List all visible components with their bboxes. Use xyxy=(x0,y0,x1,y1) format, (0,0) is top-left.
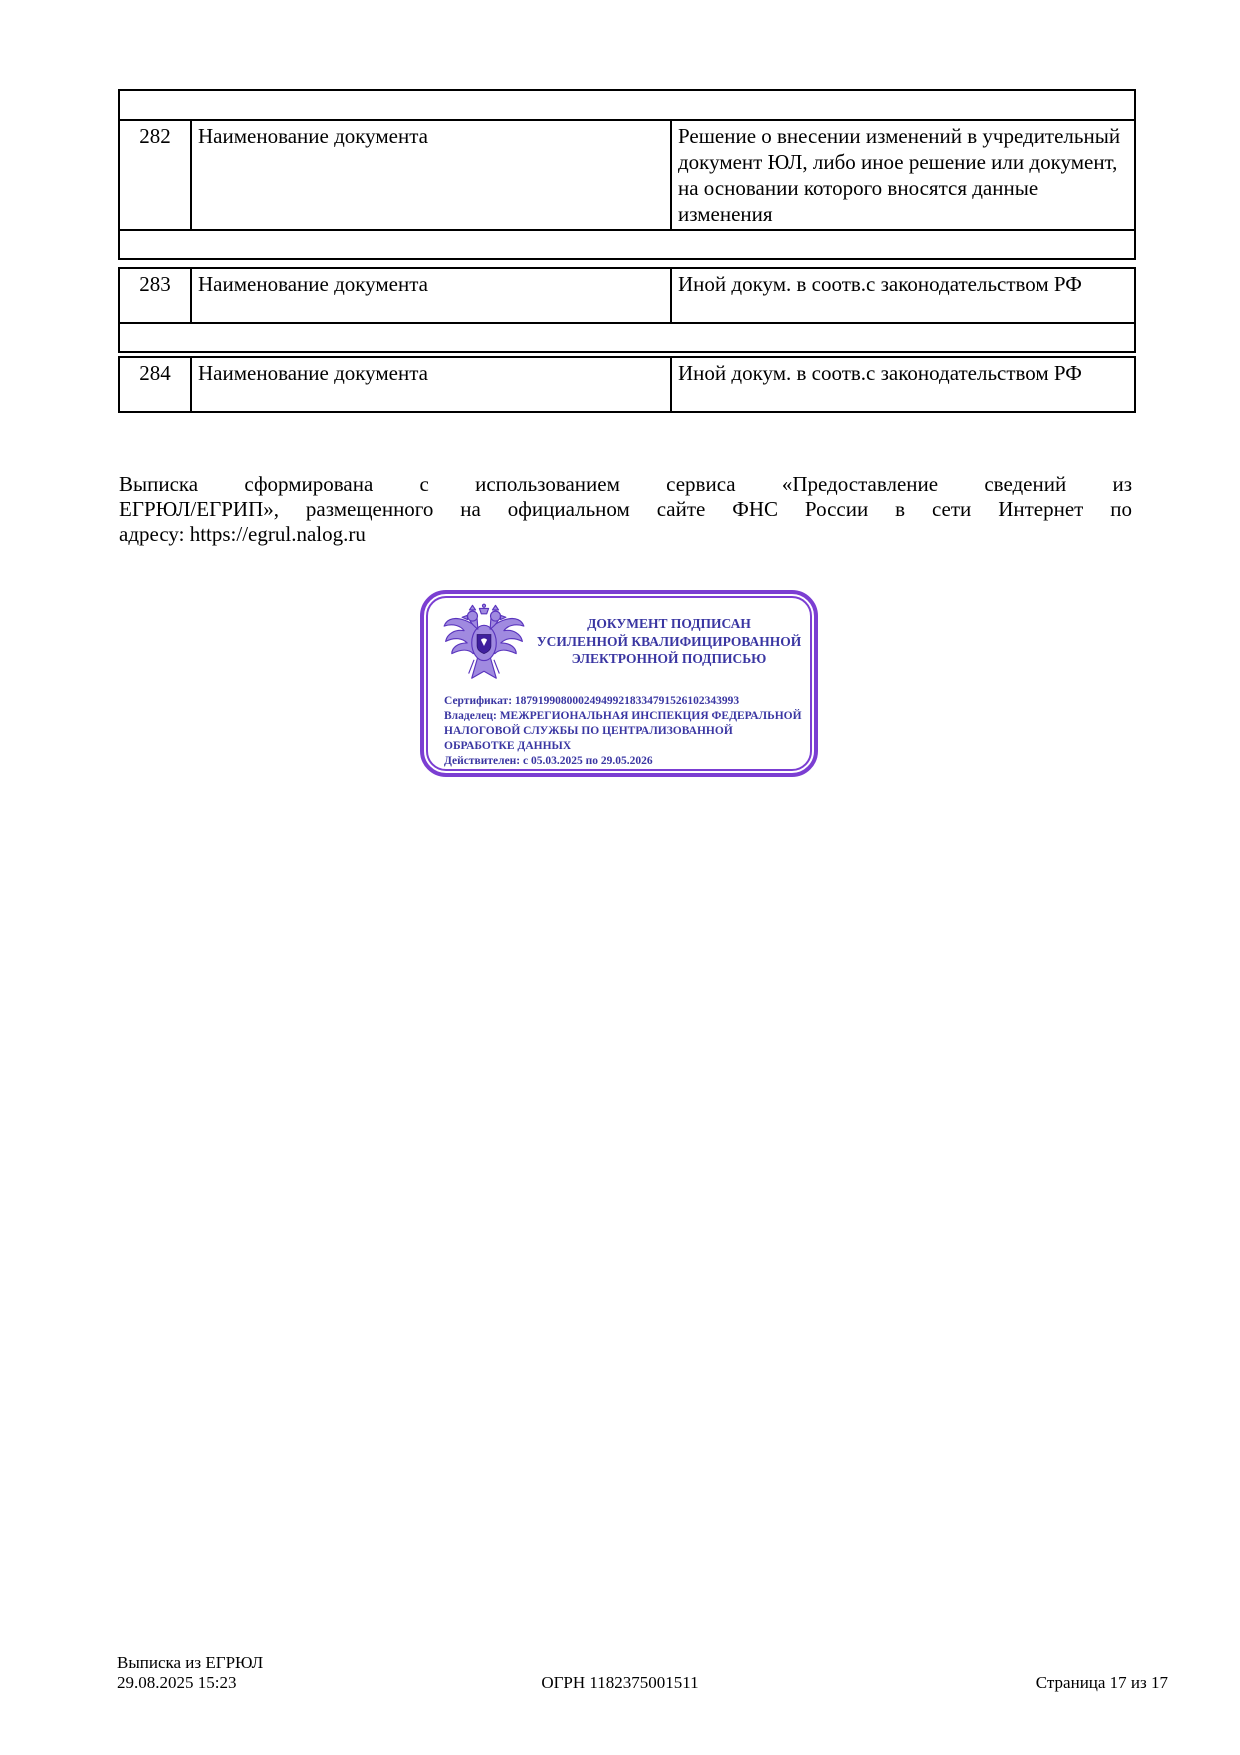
table-row-empty xyxy=(119,323,1135,352)
table-section-284 xyxy=(118,356,1136,413)
row-number: 284 xyxy=(119,357,191,412)
row-field-value: Иной докум. в соотв.с законодательством РФ xyxy=(671,357,1135,412)
certificate-value: 187919908000249499218334791526102343993 xyxy=(514,695,740,707)
validity-label: Действителен: xyxy=(444,755,521,767)
table-section-283 xyxy=(118,267,1136,353)
service-note-line: Выписка сформирована с использованием сервиса «Предоставление сведений из xyxy=(119,472,1132,496)
row-field-name: Наименование документа xyxy=(191,357,671,412)
stamp-inner-border xyxy=(426,596,812,771)
stamp-title-line: УСИЛЕННОЙ КВАЛИФИЦИРОВАННОЙ xyxy=(536,633,802,649)
certificate-label: Сертификат: xyxy=(444,695,513,707)
table-section-282 xyxy=(118,89,1136,260)
owner-label: Владелец: xyxy=(444,710,497,722)
row-field-name: Наименование документа xyxy=(191,268,671,323)
stamp-title-line: ДОКУМЕНТ ПОДПИСАН xyxy=(587,616,751,631)
row-number: 282 xyxy=(119,120,191,230)
row-field-name: Наименование документа xyxy=(191,120,671,230)
service-note-line: ЕГРЮЛ/ЕГРИП», размещенного на официальном сайте ФНС России в сети Интернет по xyxy=(119,497,1132,521)
service-note xyxy=(119,472,1132,547)
footer-ogrn: ОГРН 1182375001511 xyxy=(541,1673,699,1692)
table-row xyxy=(119,268,1135,323)
owner-value: МЕЖРЕГИОНАЛЬНАЯ ИНСПЕКЦИЯ ФЕДЕРАЛЬНОЙ НАЛОГОВОЙ СЛУЖБЫ ПО ЦЕНТРАЛИЗОВАННОЙ ОБРАБОТКЕ ДАННЫХ xyxy=(444,710,802,752)
table-row xyxy=(119,120,1135,230)
validity-value: с 05.03.2025 по 29.05.2026 xyxy=(523,755,653,767)
service-note-line: адресу: https://egrul.nalog.ru xyxy=(119,522,366,546)
footer-datetime: 29.08.2025 15:23 xyxy=(117,1673,237,1692)
row-field-value: Иной докум. в соотв.с законодательством РФ xyxy=(671,268,1135,323)
row-number: 283 xyxy=(119,268,191,323)
row-field-value: Решение о внесении изменений в учредительный документ ЮЛ, либо иное решение или документ, на основании которого вносятся данные изменения xyxy=(671,120,1135,230)
table-row-empty xyxy=(119,90,1135,120)
table-row xyxy=(119,357,1135,412)
footer-page-number: Страница 17 из 17 xyxy=(1035,1673,1168,1692)
stamp-title-line: ЭЛЕКТРОННОЙ ПОДПИСЬЮ xyxy=(571,651,767,666)
table-row-empty xyxy=(119,230,1135,259)
digital-signature-stamp xyxy=(420,590,818,777)
footer-doc-type: Выписка из ЕГРЮЛ xyxy=(117,1653,264,1672)
